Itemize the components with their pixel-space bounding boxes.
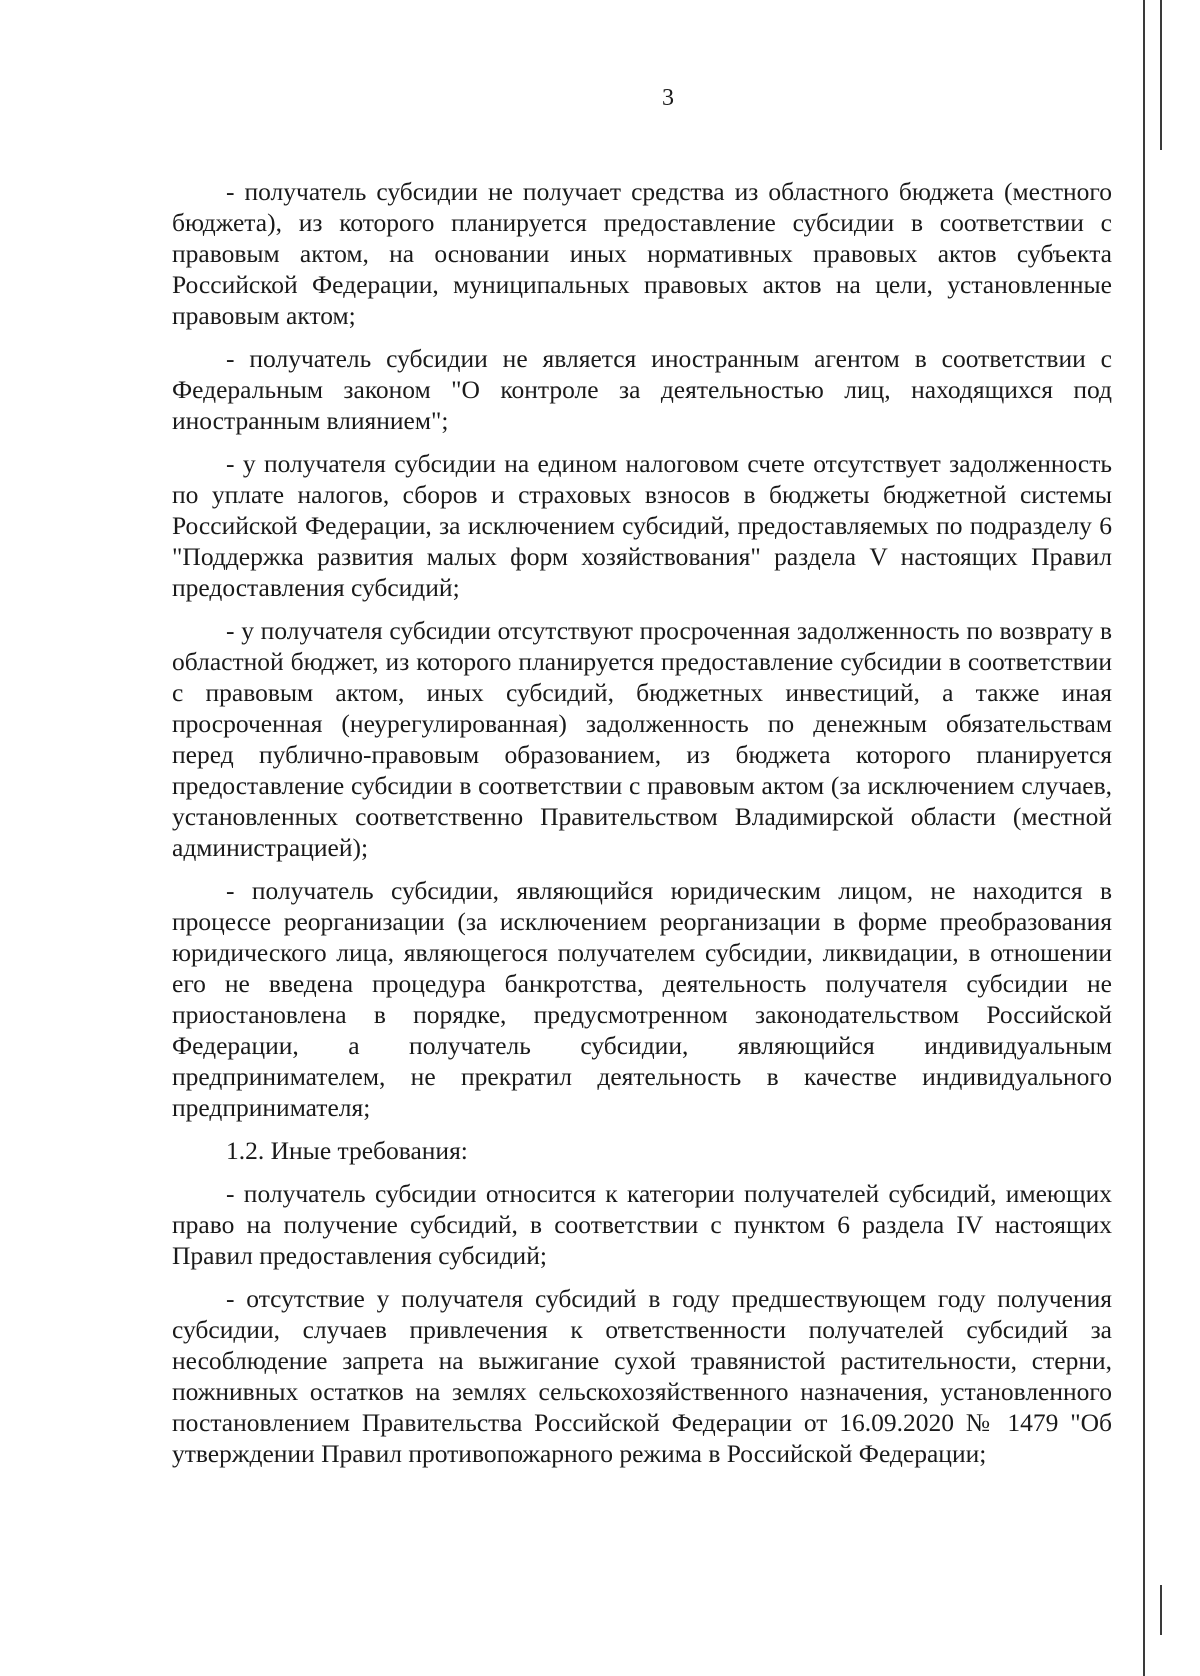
paragraph-no-burning-violations: - отсутствие у получателя субсидий в году предшествующем году получения субсидии, случаев привлечения к ответственности получателей субсидий за несоблюдение запрета на выжигание сухой травянистой растительности, стерни, пожнивных остатков на землях сельскохозяйственного назначения, установленного постановлением Правительства Российской Федерации от 16.09.2020 № 1479 "Об утверждении Правил противопожарного режима в Российской Федерации; <box>172 1284 1112 1468</box>
scan-mark-top <box>1160 0 1162 150</box>
scan-edge-line <box>1143 0 1145 1676</box>
page-number: 3 <box>662 85 674 111</box>
scan-mark-bottom <box>1160 1585 1162 1635</box>
document-body <box>172 176 1112 1481</box>
paragraph-no-reorganization: - получатель субсидии, являющийся юридическим лицом, не находится в процессе реорганизации (за исключением реорганизации в форме преобразования юридического лица, являющегося получателем субсидии, ликвидации, в отношении его не введена процедура банкротства, деятельность получателя субсидии не приостановлена в порядке, предусмотренном законодательством Российской Федерации, а получатель субсидии, являющийся индивидуальным предпринимателем, не прекратил деятельность в качестве индивидуального предпринимателя; <box>172 876 1112 1122</box>
paragraph-not-foreign-agent: - получатель субсидии не является иностранным агентом в соответствии с Федеральным законом "О контроле за деятельностью лиц, находящихся под иностранным влиянием"; <box>172 344 1112 435</box>
paragraph-no-other-funds: - получатель субсидии не получает средства из областного бюджета (местного бюджета), из которого планируется предоставление субсидии в соответствии с правовым актом, на основании иных нормативных правовых актов субъекта Российской Федерации, муниципальных правовых актов на цели, установленные правовым актом; <box>172 177 1112 330</box>
paragraph-no-tax-debt: - у получателя субсидии на едином налоговом счете отсутствует задолженность по уплате налогов, сборов и страховых взносов в бюджеты бюджетной системы Российской Федерации, за исключением субсидий, предоставляемых по подразделу 6 "Поддержка развития малых форм хозяйствования" раздела V настоящих Правил предоставления субсидий; <box>172 449 1112 602</box>
section-heading-other-requirements: 1.2. Иные требования: <box>226 1136 468 1165</box>
paragraph-recipient-category: - получатель субсидии относится к категории получателей субсидий, имеющих право на получение субсидий, в соответствии с пунктом 6 раздела IV настоящих Правил предоставления субсидий; <box>172 1179 1112 1270</box>
paragraph-no-overdue-debt: - у получателя субсидии отсутствуют просроченная задолженность по возврату в областной бюджет, из которого планируется предоставление субсидии в соответствии с правовым актом, иных субсидий, бюджетных инвестиций, а также иная просроченная (неурегулированная) задолженность по денежным обязательствам перед публично-правовым образованием, из бюджета которого планируется предоставление субсидии в соответствии с правовым актом (за исключением случаев, установленных соответственно Правительством Владимирской области (местной администрацией); <box>172 616 1112 862</box>
